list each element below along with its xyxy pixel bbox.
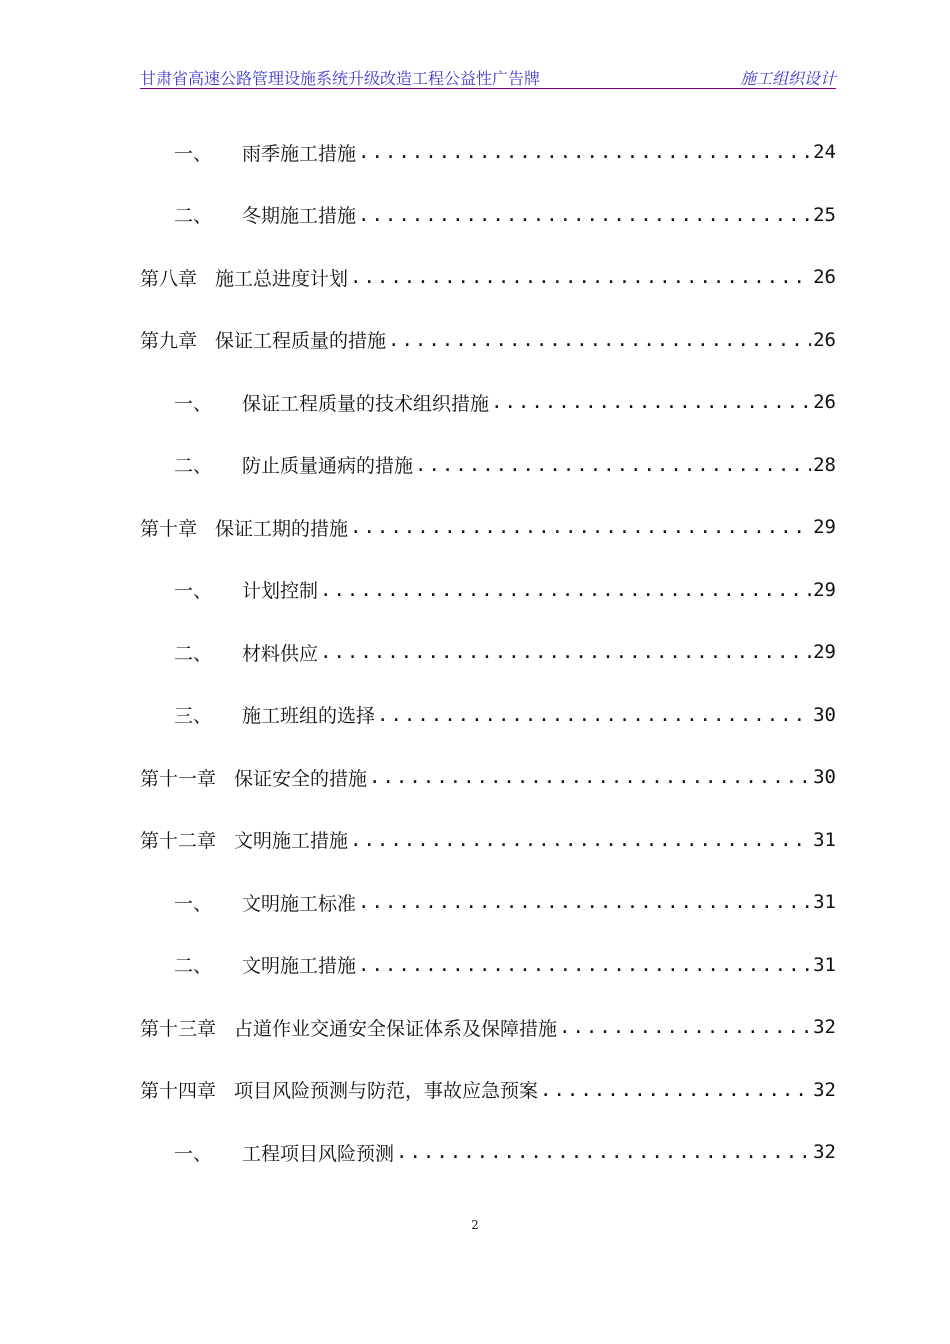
dot-leader <box>350 266 811 288</box>
toc-entry-number: 第十三章 <box>140 1017 217 1040</box>
toc-entry-number: 第十一章 <box>140 767 217 790</box>
dot-leader <box>358 141 811 163</box>
dot-leader <box>415 454 811 476</box>
toc-entry[interactable] <box>140 746 836 809</box>
toc-entry[interactable] <box>140 496 836 559</box>
toc-entry-page: 30 <box>813 703 836 726</box>
toc-entry-page: 31 <box>813 953 836 976</box>
toc-entry-title: 占道作业交通安全保证体系及保障措施 <box>234 1017 558 1040</box>
toc-entry[interactable] <box>140 684 836 747</box>
toc-entry-page: 26 <box>813 266 836 289</box>
dot-leader <box>358 891 811 913</box>
toc-entry[interactable] <box>140 434 836 497</box>
toc-entry-title: 保证工程质量的技术组织措施 <box>242 392 490 415</box>
toc-entry[interactable] <box>140 871 836 934</box>
dot-leader <box>559 1016 811 1038</box>
dot-leader <box>369 766 811 788</box>
dot-leader <box>388 329 811 351</box>
toc-entry[interactable] <box>140 121 836 184</box>
page-number: 2 <box>471 1218 479 1232</box>
toc-entry-title: 项目风险预测与防范，事故应急预案 <box>234 1080 539 1103</box>
dot-leader <box>358 954 811 976</box>
toc-entry-page: 31 <box>813 891 836 914</box>
toc-entry-page: 28 <box>813 453 836 476</box>
toc-entry-page: 29 <box>813 578 836 601</box>
toc-entry-page: 24 <box>813 141 836 164</box>
page-header <box>140 64 836 89</box>
dot-leader <box>320 641 811 663</box>
toc-entry-number: 一、 <box>174 392 213 415</box>
toc-entry-number: 三、 <box>174 705 213 728</box>
dot-leader <box>396 1141 811 1163</box>
toc-entry[interactable] <box>140 1121 836 1184</box>
dot-leader <box>350 516 811 538</box>
toc-entry-page: 25 <box>813 203 836 226</box>
toc-entry-number: 一、 <box>174 580 213 603</box>
toc-entry-title: 文明施工措施 <box>234 830 349 853</box>
toc-entry-page: 32 <box>813 1141 836 1164</box>
toc-entry-number: 一、 <box>174 142 213 165</box>
toc-entry-title: 防止质量通病的措施 <box>242 455 414 478</box>
toc-entry[interactable] <box>140 309 836 372</box>
toc-entry[interactable] <box>140 1059 836 1122</box>
toc-entry-number: 二、 <box>174 955 213 978</box>
dot-leader <box>350 829 811 851</box>
header-document-type: 施工组织设计 <box>739 69 836 88</box>
toc-entry-number: 第十章 <box>140 517 198 540</box>
toc-entry[interactable] <box>140 809 836 872</box>
toc-entry-number: 第十二章 <box>140 830 217 853</box>
toc-entry-title: 保证安全的措施 <box>234 767 368 790</box>
toc-entry[interactable] <box>140 934 836 997</box>
page-footer <box>0 1218 950 1232</box>
toc-entry-number: 第八章 <box>140 267 198 290</box>
toc-entry-number: 一、 <box>174 892 213 915</box>
dot-leader <box>320 579 811 601</box>
toc-entry-page: 32 <box>813 1078 836 1101</box>
toc-entry-page: 29 <box>813 516 836 539</box>
toc-entry-number: 二、 <box>174 642 213 665</box>
dot-leader <box>377 704 811 726</box>
table-of-contents <box>140 121 836 1184</box>
toc-entry-title: 雨季施工措施 <box>242 142 357 165</box>
toc-entry-number: 二、 <box>174 455 213 478</box>
toc-entry-number: 二、 <box>174 205 213 228</box>
toc-entry-title: 施工班组的选择 <box>242 705 376 728</box>
toc-entry-title: 计划控制 <box>242 580 319 603</box>
toc-entry-page: 31 <box>813 828 836 851</box>
toc-entry[interactable] <box>140 996 836 1059</box>
toc-entry-page: 29 <box>813 641 836 664</box>
toc-entry[interactable] <box>140 371 836 434</box>
toc-entry-number: 第十四章 <box>140 1080 217 1103</box>
toc-entry-title: 文明施工标准 <box>242 892 357 915</box>
toc-entry-number: 一、 <box>174 1142 213 1165</box>
toc-entry[interactable] <box>140 184 836 247</box>
toc-entry-title: 保证工程质量的措施 <box>215 330 387 353</box>
toc-entry-title: 施工总进度计划 <box>215 267 349 290</box>
toc-entry-page: 26 <box>813 391 836 414</box>
toc-entry-number: 第九章 <box>140 330 198 353</box>
toc-entry-title: 材料供应 <box>242 642 319 665</box>
toc-entry-page: 26 <box>813 328 836 351</box>
dot-leader <box>540 1079 811 1101</box>
dot-leader <box>491 391 811 413</box>
dot-leader <box>358 204 811 226</box>
toc-entry-title: 保证工期的措施 <box>215 517 349 540</box>
header-project-title: 甘肃省高速公路管理设施系统升级改造工程公益性广告牌 <box>140 69 541 88</box>
toc-entry[interactable] <box>140 246 836 309</box>
toc-entry-page: 30 <box>813 766 836 789</box>
toc-entry[interactable] <box>140 621 836 684</box>
toc-entry-title: 文明施工措施 <box>242 955 357 978</box>
toc-entry-title: 工程项目风险预测 <box>242 1142 395 1165</box>
toc-entry-title: 冬期施工措施 <box>242 205 357 228</box>
toc-entry-page: 32 <box>813 1016 836 1039</box>
toc-entry[interactable] <box>140 559 836 622</box>
